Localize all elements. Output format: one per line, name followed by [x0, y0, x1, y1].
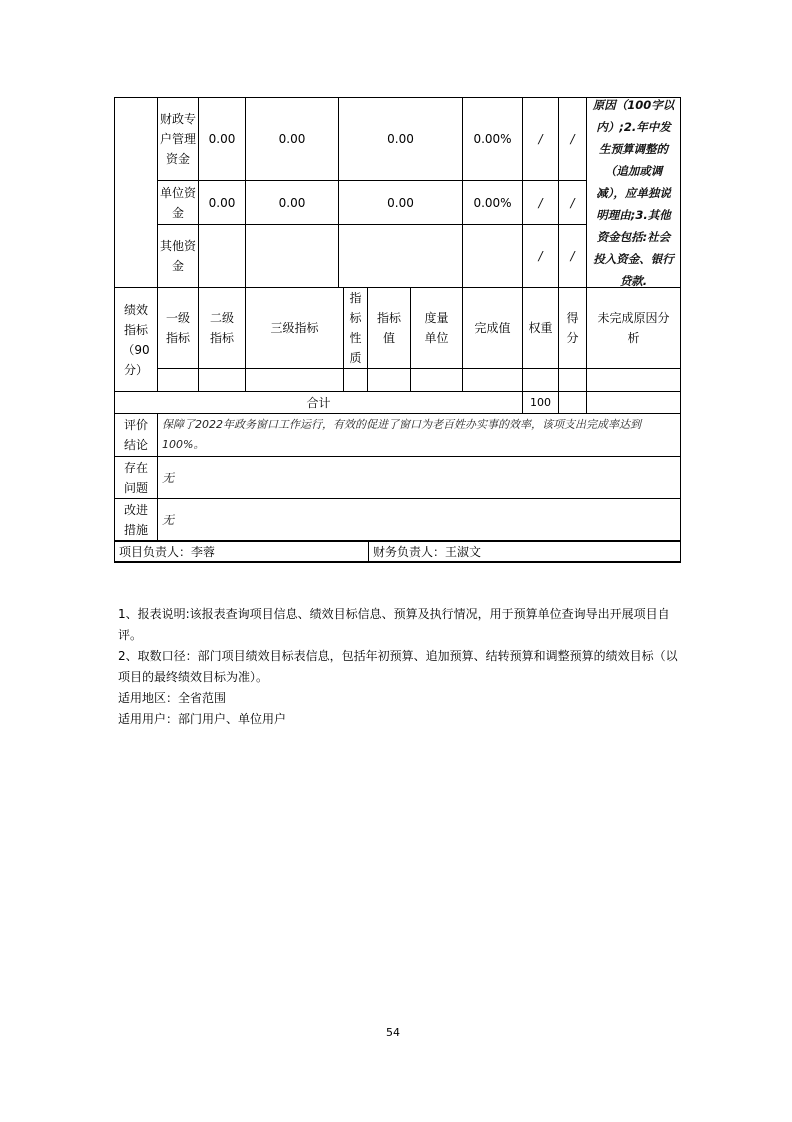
- perf-cell: [245, 368, 344, 392]
- total-note: [586, 391, 681, 414]
- perf-cell: [522, 368, 559, 392]
- conclusion-text: 保障了2022年政务窗口工作运行，有效的促进了窗口为老百姓办实事的效率，该项支出完成率达到100%。: [157, 413, 681, 457]
- perf-cell: [367, 368, 411, 392]
- fund-note: 原因（100字以内）;2.年中发生预算调整的（追加或调减），应单独说明理由;3.其他资金包括:社会投入资金、银行贷款.: [586, 97, 681, 288]
- fund-slash: /: [522, 97, 559, 181]
- note-2: 2、取数口径：部门项目绩效目标表信息，包括年初预算、追加预算、结转预算和调整预算的绩效目标（以项目的最终绩效目标为准）。: [118, 649, 678, 684]
- problems-label: 存在问题: [114, 456, 158, 499]
- fund-value: [198, 224, 246, 288]
- page-number: 54: [386, 1026, 400, 1039]
- fund-blank-cell: [114, 97, 158, 288]
- fund-value: 0.00: [338, 97, 463, 181]
- perf-header: 得分: [558, 287, 587, 369]
- measures-label: 改进措施: [114, 498, 158, 541]
- fund-rate: 0.00%: [462, 97, 523, 181]
- fund-slash: /: [558, 97, 587, 181]
- project-owner: 项目负责人：李蓉: [114, 540, 369, 563]
- perf-header: 未完成原因分析: [586, 287, 681, 369]
- fund-rate: [462, 224, 523, 288]
- fund-value: 0.00: [338, 180, 463, 225]
- perf-cell: [462, 368, 523, 392]
- perf-cell: [198, 368, 246, 392]
- note-1: 1、报表说明:该报表查询项目信息、绩效目标信息、预算及执行情况，用于预算单位查询导出开展项目自评。: [118, 607, 670, 642]
- measures-text: 无: [157, 498, 681, 541]
- problems-text: 无: [157, 456, 681, 499]
- fund-value: 0.00: [198, 180, 246, 225]
- note-region: 适用地区：全省范围: [118, 691, 227, 705]
- perf-cell: [343, 368, 368, 392]
- fund-value: [338, 224, 463, 288]
- total-weight: 100: [522, 391, 559, 414]
- perf-label: 绩效指标（90分）: [114, 287, 158, 392]
- perf-header: 二级指标: [198, 287, 246, 369]
- fund-value: 0.00: [245, 180, 339, 225]
- fund-source: 其他资金: [157, 224, 199, 288]
- perf-header: 度量单位: [410, 287, 463, 369]
- fund-rate: 0.00%: [462, 180, 523, 225]
- perf-header: 完成值: [462, 287, 523, 369]
- perf-header: 三级指标: [245, 287, 344, 369]
- fund-value: [245, 224, 339, 288]
- total-score: [558, 391, 587, 414]
- perf-header: 一级指标: [157, 287, 199, 369]
- finance-owner: 财务负责人：王淑文: [368, 540, 681, 563]
- fund-source: 财政专户管理资金: [157, 97, 199, 181]
- perf-header: 权重: [522, 287, 559, 369]
- fund-value: 0.00: [245, 97, 339, 181]
- fund-slash: /: [558, 224, 587, 288]
- perf-cell: [586, 368, 681, 392]
- fund-slash: /: [522, 180, 559, 225]
- note-users: 适用用户：部门用户、单位用户: [118, 712, 287, 726]
- fund-slash: /: [522, 224, 559, 288]
- perf-cell: [157, 368, 199, 392]
- fund-source: 单位资金: [157, 180, 199, 225]
- total-label: 合计: [114, 391, 523, 414]
- perf-cell: [410, 368, 463, 392]
- perf-cell: [558, 368, 587, 392]
- perf-header: 指标性质: [343, 287, 368, 369]
- perf-header: 指标值: [367, 287, 411, 369]
- conclusion-label: 评价结论: [114, 413, 158, 457]
- fund-value: 0.00: [198, 97, 246, 181]
- fund-slash: /: [558, 180, 587, 225]
